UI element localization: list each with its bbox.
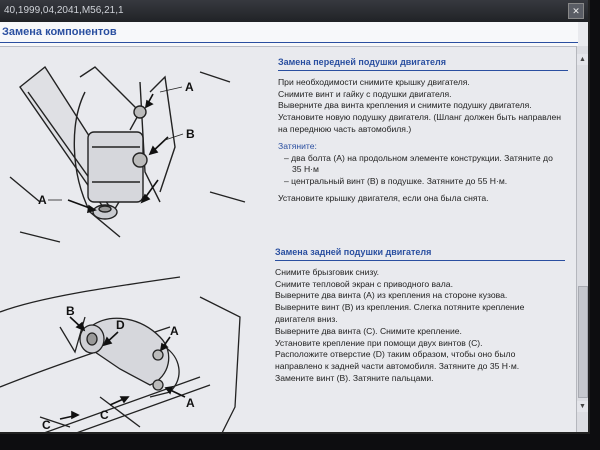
section-header: [0, 22, 578, 47]
rear-mount-line: Замените винт (В). Затяните пальцами.: [275, 372, 434, 383]
scroll-up-icon[interactable]: ▲: [577, 54, 588, 65]
front-label-b: B: [186, 127, 195, 141]
rear-label-a-bottom: A: [186, 396, 195, 410]
window-titlebar: [0, 0, 588, 22]
front-mount-instructions: [278, 57, 578, 205]
rear-mount-line: Расположите отверстие (D) таким образом, чтобы оно было: [275, 349, 516, 360]
rear-label-c-right: C: [100, 408, 109, 422]
rear-mount-line: Выверните винт (В) из крепления. Слегка потяните крепление: [275, 302, 525, 313]
rear-label-a-top: A: [170, 324, 179, 338]
close-icon[interactable]: ✕: [568, 3, 584, 19]
rear-mount-line: Выверните два винта (C). Снимите крепление.: [275, 325, 462, 336]
rear-mount-line: Снимите тепловой экран с приводного вала.: [275, 278, 453, 289]
rear-label-b: B: [66, 304, 75, 318]
content-area: [0, 47, 576, 432]
front-mount-final: Установите крышку двигателя, если она была снята.: [278, 192, 489, 203]
rear-mount-line: Установите крепление при помощи двух винтов (C).: [275, 337, 483, 348]
tighten-item: 35 Н·м: [292, 164, 319, 175]
tighten-item: – два болта (А) на продольном элементе конструкции. Затяните до: [284, 152, 553, 163]
front-mount-line: Установите новую подушку двигателя. (Шланг должен быть направлен: [278, 112, 562, 123]
front-label-a-top: A: [185, 80, 194, 94]
window-title: 40,1999,04,2041,M56,21,1: [4, 5, 124, 16]
front-label-a-bottom: A: [38, 193, 47, 207]
rear-mount-line: направлено к задней части автомобиля. Затяните до 35 Н·м.: [275, 361, 520, 372]
section-divider: [0, 42, 578, 43]
rear-mount-line: Выверните два винта (А) из крепления на стороне кузова.: [275, 290, 508, 301]
tighten-item: – центральный винт (В) в подушке. Затяните до 55 Н·м.: [284, 176, 508, 187]
front-mount-heading: Замена передней подушки двигателя: [278, 57, 568, 71]
rear-mount-diagram: [0, 257, 262, 434]
front-mount-line: Выверните два винта крепления и снимите подушку двигателя.: [278, 100, 532, 111]
rear-mount-instructions: [275, 247, 575, 385]
rear-label-d: D: [116, 318, 125, 332]
scroll-down-icon[interactable]: ▼: [577, 401, 588, 412]
scroll-thumb[interactable]: [578, 286, 588, 398]
section-title: Замена компонентов: [2, 26, 117, 38]
front-mount-diagram: [0, 52, 262, 252]
front-mount-line: на переднюю часть автомобиля.): [278, 123, 412, 134]
rear-mount-line: Снимите брызговик снизу.: [275, 266, 380, 277]
front-mount-line: При необходимости снимите крышку двигателя.: [278, 76, 470, 87]
rear-label-c-left: C: [42, 418, 51, 432]
front-mount-line: Снимите винт и гайку с подушки двигателя.: [278, 88, 452, 99]
tighten-label: Затяните:: [278, 140, 317, 151]
rear-mount-heading: Замена задней подушки двигателя: [275, 247, 565, 261]
rear-mount-line: двигателя вниз.: [275, 313, 338, 324]
